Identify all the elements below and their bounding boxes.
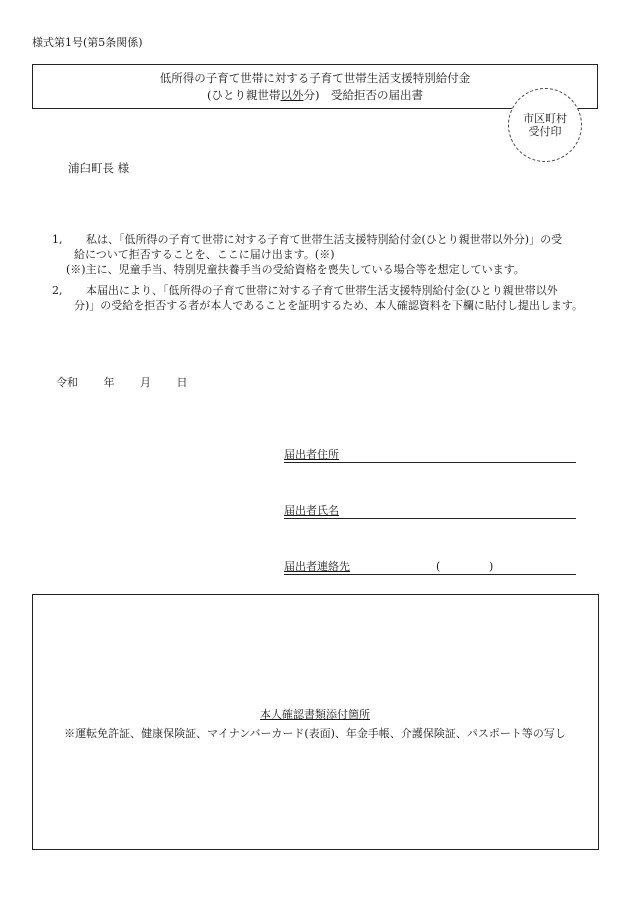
id-attachment-note: ※運転免許証、健康保険証、マイナンバーカード(表面)、年金手帳、介護保険証、パスポート等の写し <box>64 727 566 740</box>
addressee: 浦臼町長 様 <box>68 161 130 175</box>
title-line-2 <box>207 87 423 104</box>
id-document-attachment-box[interactable] <box>32 594 599 850</box>
title-line-2-underlined: 以外 <box>280 87 304 102</box>
form-number: 様式第1号(第5条関係) <box>32 36 143 49</box>
phone-paren-open: ( <box>436 560 441 573</box>
contact-field[interactable] <box>284 560 576 575</box>
item-line: 分)」の受給を拒否する者が本人であることを証明するため、本人確認資料を下欄に貼付し提出します。 <box>74 299 583 312</box>
item-text <box>66 232 612 277</box>
item-note: (※)主に、児童手当、特別児童扶養手当の受給資格を喪失している場合等を想定しています。 <box>66 263 525 276</box>
stamp-line-1: 市区町村 <box>523 112 567 125</box>
address-field[interactable] <box>284 448 576 463</box>
item-number: 2, <box>52 284 63 297</box>
address-label: 届出者住所 <box>284 448 339 461</box>
date-line <box>56 374 210 390</box>
date-year: 年 <box>103 376 115 389</box>
name-label: 届出者氏名 <box>284 504 339 517</box>
declaration-item-1 <box>52 232 612 277</box>
reception-stamp-circle <box>508 88 582 162</box>
date-era: 令和 <box>56 376 78 389</box>
date-day: 日 <box>176 376 188 389</box>
id-attachment-title: 本人確認書類添付箇所 <box>260 708 370 721</box>
item-text <box>74 283 612 313</box>
title-line-2-pre: (ひとり親世帯 <box>207 87 281 102</box>
item-line: 本届出により、「低所得の子育て世帯に対する子育て世帯生活支援特別給付金(ひとり親世帯以外 <box>86 284 558 297</box>
name-field[interactable] <box>284 504 576 519</box>
contact-label: 届出者連絡先 <box>284 560 350 573</box>
item-line: 私は、「低所得の子育て世帯に対する子育て世帯生活支援特別給付金(ひとり親世帯以外分)」の受 <box>86 233 563 246</box>
item-line: 給について拒否することを、ここに届け出ます。(※) <box>74 248 335 261</box>
date-month: 月 <box>140 376 151 389</box>
title-line-1: 低所得の子育て世帯に対する子育て世帯生活支援特別給付金 <box>159 70 471 85</box>
declaration-items <box>52 232 612 313</box>
item-number: 1, <box>52 233 63 246</box>
title-line-2-post: 分) 受給拒否の届出書 <box>303 87 423 102</box>
declaration-item-2 <box>52 283 612 313</box>
phone-paren-close: ) <box>489 560 494 573</box>
stamp-line-2: 受付印 <box>528 125 562 138</box>
document-title-box <box>32 64 598 109</box>
